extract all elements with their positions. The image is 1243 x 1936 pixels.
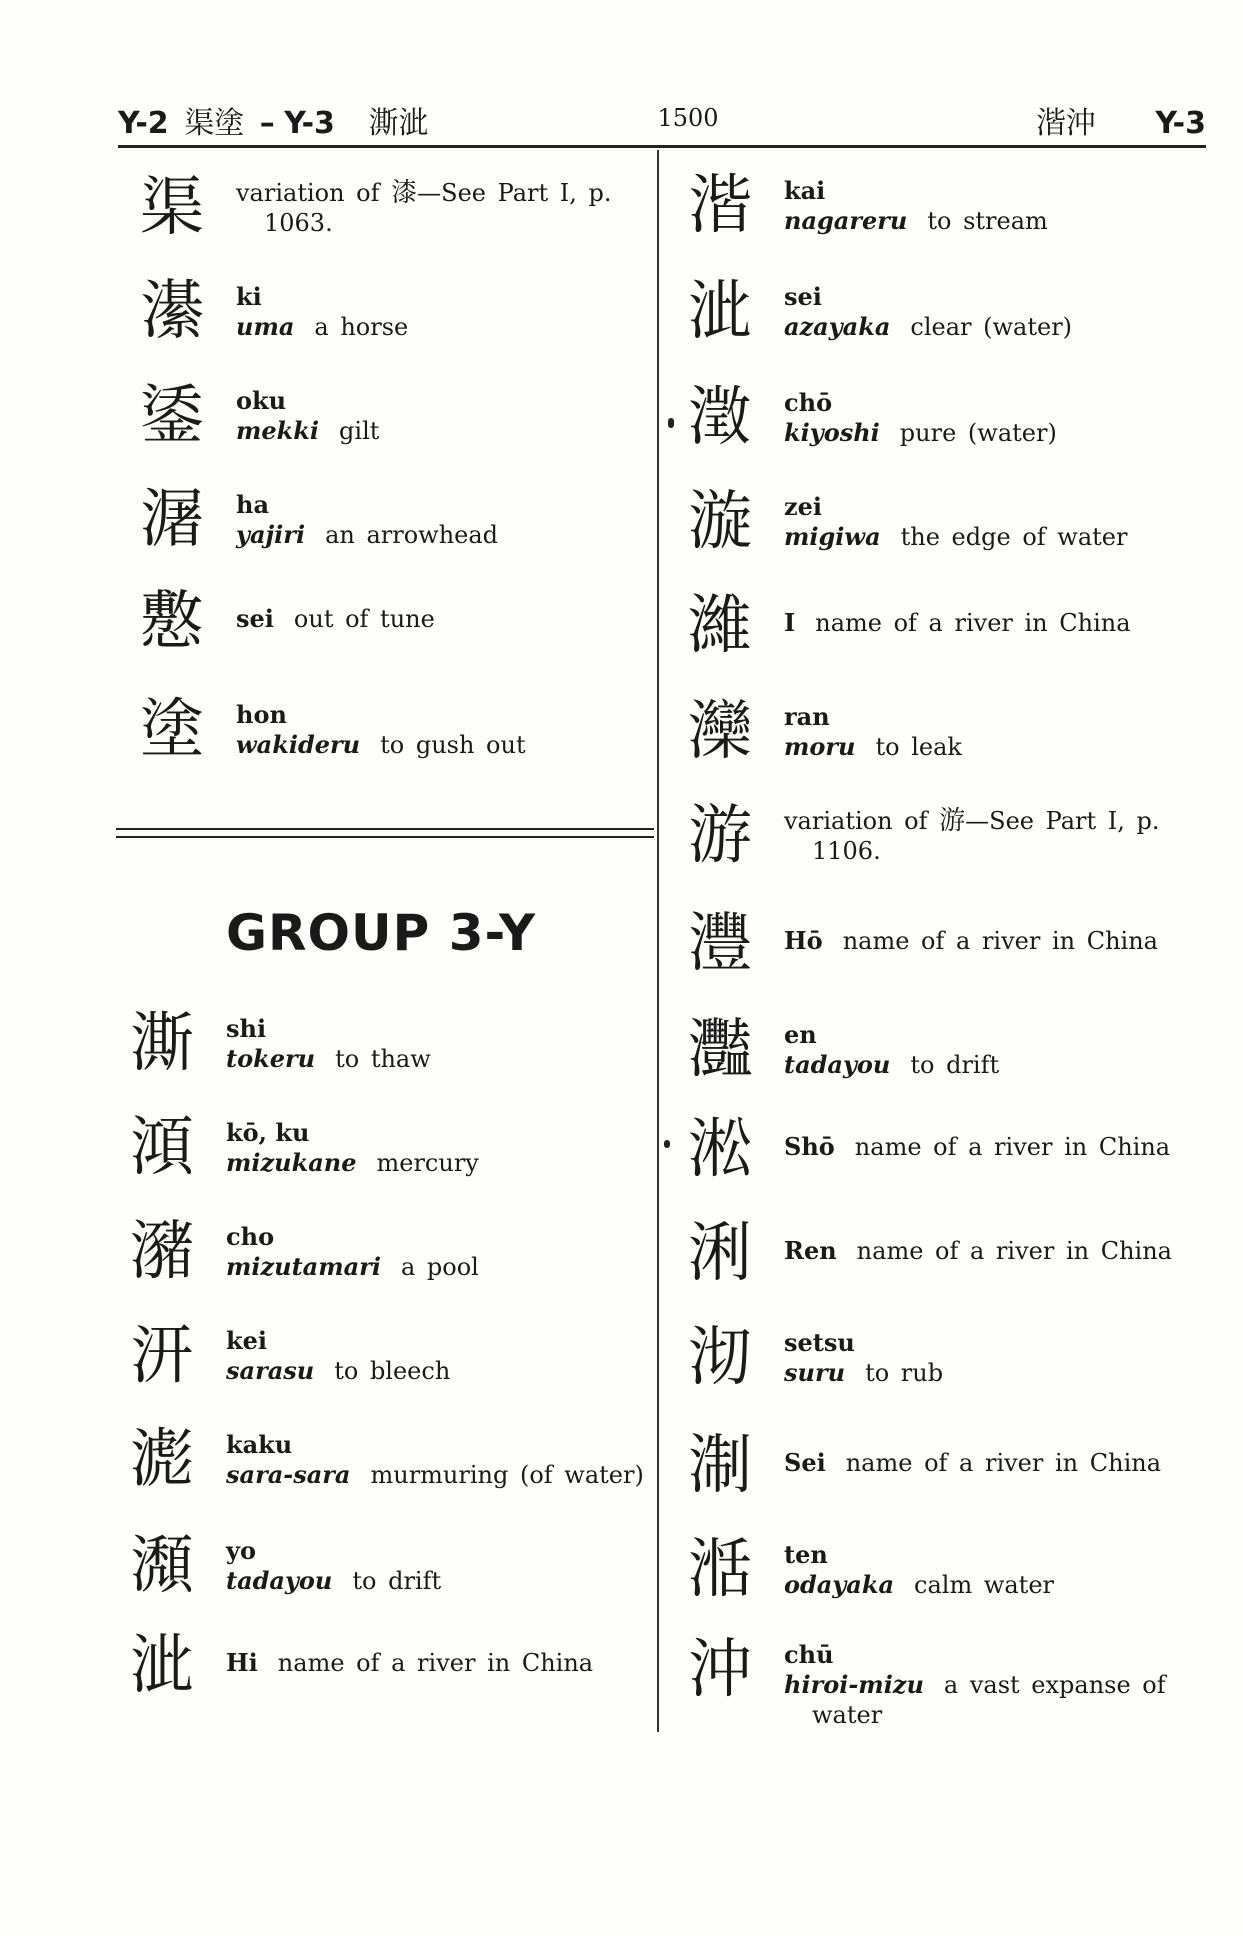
entry-word: mekki: [236, 416, 320, 445]
entry-text: [784, 608, 1131, 638]
margin-mark: [664, 1140, 670, 1148]
variation-prefix: variation of: [784, 807, 940, 835]
entry-line: [784, 1671, 1166, 1699]
variation-prefix: variation of: [236, 179, 392, 207]
dictionary-entry: [680, 482, 1200, 562]
entry-meaning: calm water: [914, 1571, 1054, 1599]
dictionary-entry: [680, 586, 1200, 666]
entry-meaning: to stream: [927, 207, 1048, 235]
header-code-start: Y-2: [118, 106, 169, 141]
entry-line: [236, 313, 408, 341]
dictionary-entry: [132, 376, 652, 456]
entry-reading: zei: [784, 492, 823, 521]
entry-kanji: 潳: [140, 483, 204, 557]
entry-text: [784, 806, 1160, 866]
running-header: [118, 98, 1206, 142]
entry-text: [784, 1448, 1161, 1478]
entry-kanji: 灤: [688, 695, 752, 769]
variation-kanji: 漆: [391, 178, 418, 208]
entry-meaning: to gush out: [380, 731, 526, 759]
entry-text: [784, 388, 1057, 448]
page-number: 1500: [657, 104, 719, 132]
entry-line: [784, 1571, 1054, 1599]
entry-meaning: an arrowhead: [325, 521, 499, 549]
entry-kanji: 灃: [688, 907, 752, 981]
entry-continuation: 1106.: [812, 837, 881, 865]
header-left: [118, 98, 434, 142]
entry-word: kiyoshi: [784, 418, 880, 447]
entry-meaning: the edge of water: [900, 523, 1128, 551]
entry-reading: Hi: [226, 1648, 258, 1677]
dictionary-entry: [680, 1318, 1200, 1398]
dictionary-entry: [680, 1110, 1200, 1190]
entry-text: [784, 926, 1158, 956]
entry-meaning: to drift: [910, 1051, 1000, 1079]
entry-word: mizukane: [226, 1148, 357, 1177]
header-code-right: Y-3: [1155, 106, 1206, 141]
entry-meaning: name of a river in China: [277, 1649, 594, 1677]
entry-kanji: 濰: [688, 589, 752, 663]
entry-text: [784, 492, 1127, 552]
entry-kanji: 滮: [130, 1423, 194, 1497]
entry-word: odayaka: [784, 1570, 895, 1599]
entry-meaning: gilt: [339, 417, 380, 445]
entry-reading: chū: [784, 1640, 834, 1669]
entry-meaning: pure (water): [899, 419, 1057, 447]
dictionary-entry: [132, 272, 652, 352]
entry-reading: ten: [784, 1540, 828, 1569]
entry-reading: Sei: [784, 1448, 826, 1477]
entry-text: [226, 1648, 593, 1678]
entry-kanji: 泚: [688, 275, 752, 349]
margin-mark: [668, 418, 674, 428]
entry-meaning: name of a river in China: [854, 1133, 1171, 1161]
entry-line: [226, 1461, 644, 1489]
dictionary-entry: [680, 166, 1200, 246]
entry-meaning: to bleech: [334, 1357, 451, 1385]
entry-text: [236, 604, 435, 634]
entry-text: [226, 1118, 479, 1178]
entry-continuation: 1063.: [264, 209, 333, 237]
entry-kanji: 游: [688, 799, 752, 873]
entry-line: [784, 523, 1127, 551]
entry-word: suru: [784, 1358, 846, 1387]
entry-kanji: 瀦: [130, 1215, 194, 1289]
header-rule: [118, 145, 1206, 148]
entry-text: [784, 1020, 999, 1080]
entry-text: [784, 1540, 1054, 1600]
header-kanji-right: 湝沖: [1035, 106, 1096, 141]
dictionary-entry: [680, 1214, 1200, 1294]
entry-kanji: 濝: [140, 275, 204, 349]
dictionary-entry: [122, 1526, 642, 1606]
variation-note: [784, 807, 1160, 835]
entry-line: [784, 1359, 943, 1387]
entry-kanji: 瀩: [130, 1529, 194, 1603]
header-dash: –: [259, 106, 275, 141]
entry-reading: Shō: [784, 1132, 835, 1161]
entry-kanji: 沖: [688, 1633, 752, 1707]
entry-line: [226, 1253, 479, 1281]
entry-meaning: a horse: [314, 313, 409, 341]
entry-reading: Ren: [784, 1236, 837, 1265]
entry-text: [784, 1236, 1172, 1266]
entry-text: [784, 282, 1072, 342]
entry-kanji: 灩: [688, 1013, 752, 1087]
entry-line: [236, 417, 379, 445]
dictionary-entry: [132, 690, 652, 770]
entry-meaning: to drift: [352, 1567, 442, 1595]
entry-kanji: 汧: [130, 1319, 194, 1393]
dictionary-entry: [680, 1426, 1200, 1506]
dictionary-entry: [680, 1630, 1200, 1729]
header-right: [1030, 98, 1206, 142]
entry-line: [236, 521, 498, 549]
entry-reading: kaku: [226, 1430, 293, 1459]
entry-meaning: murmuring (of water): [370, 1461, 644, 1489]
dictionary-entry: [122, 1626, 642, 1706]
entry-word: sarasu: [226, 1356, 315, 1385]
entry-line: [236, 731, 526, 759]
entry-word: azayaka: [784, 312, 891, 341]
variation-suffix: —See Part I, p.: [417, 179, 612, 207]
entry-kanji: 淛: [688, 1429, 752, 1503]
entry-reading: kō, ku: [226, 1118, 310, 1147]
entry-reading: hon: [236, 700, 287, 729]
entry-line: [784, 207, 1048, 235]
variation-note: [236, 179, 612, 207]
entry-meaning: name of a river in China: [845, 1449, 1162, 1477]
entry-text: [784, 1640, 1166, 1730]
entry-meaning: name of a river in China: [856, 1237, 1172, 1265]
dictionary-entry: [132, 582, 652, 662]
entry-text: [784, 1328, 943, 1388]
entry-text: [226, 1222, 479, 1282]
entry-line: [226, 1567, 441, 1595]
entry-kanji: 湝: [688, 169, 752, 243]
entry-word: tokeru: [226, 1044, 316, 1073]
variation-kanji: 游: [939, 806, 966, 836]
entry-kanji: 泚: [130, 1629, 194, 1703]
entry-meaning: to leak: [875, 733, 962, 761]
entry-reading: setsu: [784, 1328, 855, 1357]
entry-meaning: name of a river in China: [842, 927, 1158, 955]
entry-text: [226, 1014, 431, 1074]
entry-reading: ki: [236, 282, 262, 311]
entry-reading: Hō: [784, 926, 823, 955]
entry-kanji: 澂: [688, 381, 752, 455]
entry-meaning: name of a river in China: [815, 609, 1131, 637]
entry-meaning: out of tune: [293, 605, 435, 633]
entry-text: [784, 702, 962, 762]
entry-kanji: 懯: [140, 585, 204, 659]
entry-text: [226, 1536, 441, 1596]
entry-kanji: 澒: [130, 1111, 194, 1185]
dictionary-entry: [132, 168, 652, 248]
entry-word: sara-sara: [226, 1460, 351, 1489]
entry-meaning: mercury: [376, 1149, 479, 1177]
entry-kanji: 渠: [140, 171, 204, 245]
entry-meaning: a vast expanse of: [943, 1671, 1166, 1699]
dictionary-entry: [122, 1316, 642, 1396]
entry-kanji: 澌: [130, 1007, 194, 1081]
dictionary-entry: [122, 1004, 642, 1084]
entry-line: [784, 733, 962, 761]
variation-suffix: —See Part I, p.: [965, 807, 1160, 835]
entry-word: yajiri: [236, 520, 306, 549]
entry-word: uma: [236, 312, 295, 341]
entry-reading: shi: [226, 1014, 267, 1043]
entry-kanji: 浰: [688, 1217, 752, 1291]
dictionary-entry: [122, 1420, 642, 1500]
dictionary-entry: [680, 1010, 1200, 1090]
entry-text: [236, 178, 612, 238]
entry-continuation: water: [812, 1701, 883, 1729]
entry-line: [226, 1357, 450, 1385]
dictionary-entry: [680, 904, 1200, 984]
entry-line: [784, 313, 1072, 341]
dictionary-entry: [122, 1108, 642, 1188]
entry-reading: oku: [236, 386, 287, 415]
entry-reading: kai: [784, 176, 826, 205]
entry-text: [784, 176, 1048, 236]
entry-reading: ha: [236, 490, 269, 519]
entry-kanji: 沏: [688, 1321, 752, 1395]
entry-word: tadayou: [226, 1566, 333, 1595]
entry-line: [784, 419, 1057, 447]
entry-text: [236, 282, 408, 342]
entry-text: [226, 1430, 644, 1490]
dictionary-entry: [680, 692, 1200, 772]
entry-line: [226, 1045, 431, 1073]
entry-text: [236, 490, 498, 550]
entry-line: [784, 1051, 999, 1079]
entry-kanji: 湉: [688, 1533, 752, 1607]
header-code-end: Y-3: [284, 106, 335, 141]
entry-line: [226, 1149, 479, 1177]
entry-kanji: 漩: [688, 485, 752, 559]
header-kanji-start: 渠塗: [184, 106, 245, 141]
entry-meaning: a pool: [400, 1253, 479, 1281]
entry-meaning: clear (water): [910, 313, 1073, 341]
entry-word: hiroi-mizu: [784, 1670, 924, 1699]
entry-reading: sei: [236, 604, 274, 633]
entry-word: migiwa: [784, 522, 881, 551]
entry-word: nagareru: [784, 206, 908, 235]
entry-reading: chō: [784, 388, 833, 417]
entry-reading: cho: [226, 1222, 275, 1251]
group-title: GROUP 3-Y: [226, 904, 537, 962]
entry-word: moru: [784, 732, 856, 761]
entry-word: tadayou: [784, 1050, 891, 1079]
entry-reading: I: [784, 608, 796, 637]
entry-reading: kei: [226, 1326, 268, 1355]
entry-word: mizutamari: [226, 1252, 381, 1281]
entry-text: [226, 1326, 450, 1386]
dictionary-entry: [122, 1212, 642, 1292]
entry-kanji: 淞: [688, 1113, 752, 1187]
dictionary-entry: [680, 1530, 1200, 1610]
entry-text: [236, 386, 379, 446]
entry-kanji: 塗: [140, 693, 204, 767]
entry-text: [784, 1132, 1170, 1162]
entry-word: wakideru: [236, 730, 361, 759]
header-kanji-end: 澌泚: [368, 106, 429, 141]
entry-meaning: to thaw: [335, 1045, 431, 1073]
dictionary-entry: [680, 378, 1200, 458]
entry-reading: en: [784, 1020, 817, 1049]
entry-reading: ran: [784, 702, 830, 731]
column-divider: [657, 150, 659, 1732]
dictionary-entry: [680, 272, 1200, 352]
entry-text: [236, 700, 526, 760]
entry-reading: sei: [784, 282, 822, 311]
dictionary-entry: [132, 480, 652, 560]
group-rule: [116, 828, 654, 838]
entry-kanji: 鋈: [140, 379, 204, 453]
entry-meaning: to rub: [865, 1359, 944, 1387]
entry-reading: yo: [226, 1536, 256, 1565]
dictionary-entry: [680, 796, 1200, 876]
